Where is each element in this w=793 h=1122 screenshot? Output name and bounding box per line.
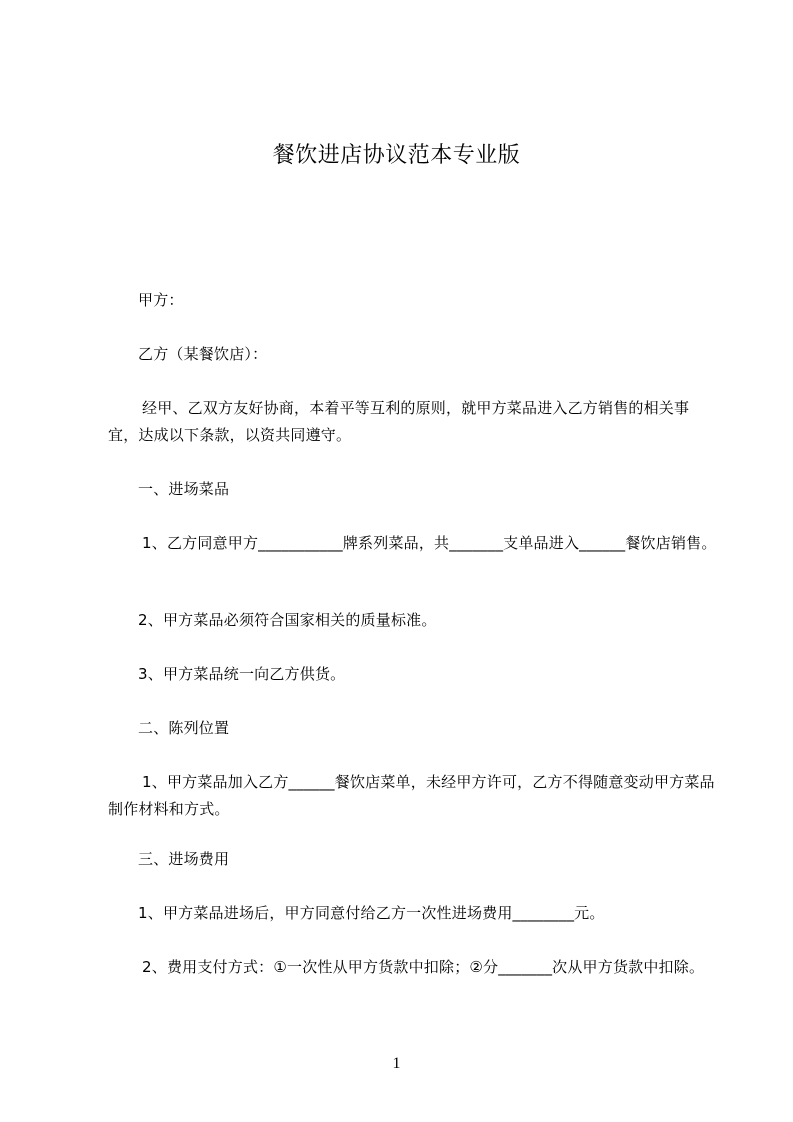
section-heading-fees: 三、进场费用 — [138, 850, 230, 868]
section-heading-products: 一、进场菜品 — [138, 480, 230, 498]
clause-products-1: 1、乙方同意甲方___________牌系列菜品，共_______支单品进入______餐饮店销售。 — [142, 534, 717, 552]
party-b-line: 乙方（某餐饮店）： — [138, 345, 268, 363]
intro-paragraph: 经甲、乙双方友好协商，本着平等互利的原则，就甲方菜品进入乙方销售的相关事宜，达成以下条款，以资共同遵守。 — [108, 399, 690, 444]
clause-fees-1: 1、甲方菜品进场后，甲方同意付给乙方一次性进场费用________元。 — [138, 904, 605, 922]
party-a-line: 甲方： — [138, 291, 184, 309]
clause-products-3: 3、甲方菜品统一向乙方供货。 — [138, 665, 346, 683]
page-number: 1 — [392, 1055, 401, 1072]
clause-fees-2: 2、费用支付方式：①一次性从甲方货款中扣除；②分_______次从甲方货款中扣除。 — [142, 958, 705, 976]
document-title: 餐饮进店协议范本专业版 — [272, 143, 521, 168]
section-heading-display: 二、陈列位置 — [138, 719, 230, 737]
clause-products-2: 2、甲方菜品必须符合国家相关的质量标准。 — [138, 611, 437, 629]
clause-display-1: 1、甲方菜品加入乙方______餐饮店菜单，未经甲方许可，乙方不得随意变动甲方菜品制作材料和方式。 — [108, 773, 715, 818]
